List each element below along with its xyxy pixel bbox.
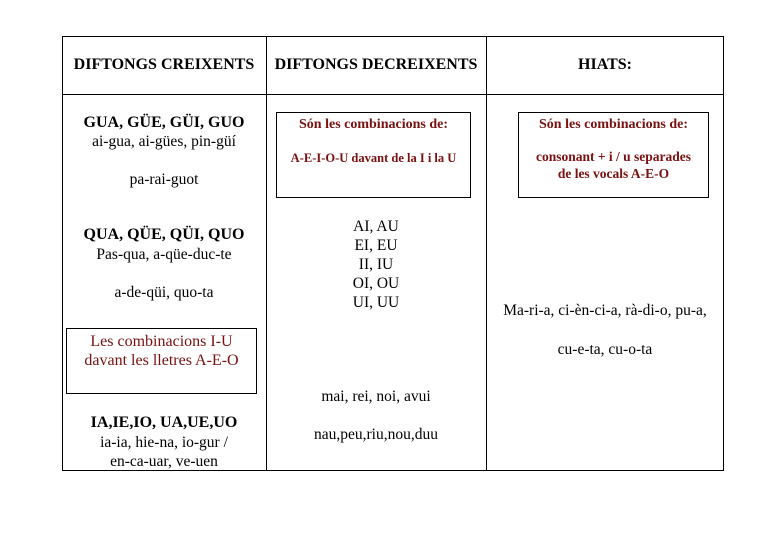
hiats-example-1: Ma-ri-a, ci-èn-ci-a, rà-di-o, pu-a, [503, 302, 707, 319]
column-divider-2 [486, 37, 487, 470]
decreixents-list-item: II, IU [358, 256, 394, 273]
hiats-example-2: cu-e-ta, cu-o-ta [557, 341, 653, 358]
hiats-box-line-2: consonant + i / u separades [535, 149, 692, 164]
decreixents-list-item: UI, UU [352, 294, 400, 311]
decreixents-list-item: AI, AU [353, 218, 399, 235]
decreixents-example-2: nau,peu,riu,nou,duu [314, 426, 438, 443]
iu-box-line-2: davant les lletres A-E-O [84, 352, 239, 369]
group-qua-title: QUA, QÜE, QÜI, QUO [83, 226, 245, 243]
decreixents-box-line-2: A-E-I-O-U davant de la I i la U [290, 151, 457, 165]
group-qua-example-1: Pas-qua, a-qüe-duc-te [96, 246, 232, 263]
group-gua-title: GUA, GÜE, GÜI, GUO [83, 114, 245, 131]
decreixents-list-item: OI, OU [352, 275, 400, 292]
decreixents-box-line-1: Són les combinacions de: [299, 117, 448, 132]
header-diftongs-creixents: DIFTONGS CREIXENTS [73, 56, 255, 73]
group-gua-example-1: ai-gua, ai-gües, pin-güí [92, 133, 236, 150]
header-divider [63, 94, 723, 95]
group-ia-example-2: en-ca-uar, ve-uen [110, 453, 218, 470]
hiats-box-line-1: Són les combinacions de: [539, 117, 688, 132]
group-qua-example-2: a-de-qüi, quo-ta [114, 284, 214, 301]
decreixents-list-item: EI, EU [354, 237, 398, 254]
iu-box-line-1: Les combinacions I-U [90, 333, 233, 350]
header-diftongs-decreixents: DIFTONGS DECREIXENTS [274, 56, 478, 73]
hiats-box-line-3: de les vocals A-E-O [557, 166, 670, 181]
group-gua-example-2: pa-rai-guot [129, 171, 199, 188]
header-hiats: HIATS: [578, 56, 632, 73]
group-ia-example-1: ia-ia, hie-na, io-gur / [100, 434, 228, 451]
group-ia-title: IA,IE,IO, UA,UE,UO [90, 414, 238, 431]
decreixents-example-1: mai, rei, noi, avui [321, 388, 431, 405]
